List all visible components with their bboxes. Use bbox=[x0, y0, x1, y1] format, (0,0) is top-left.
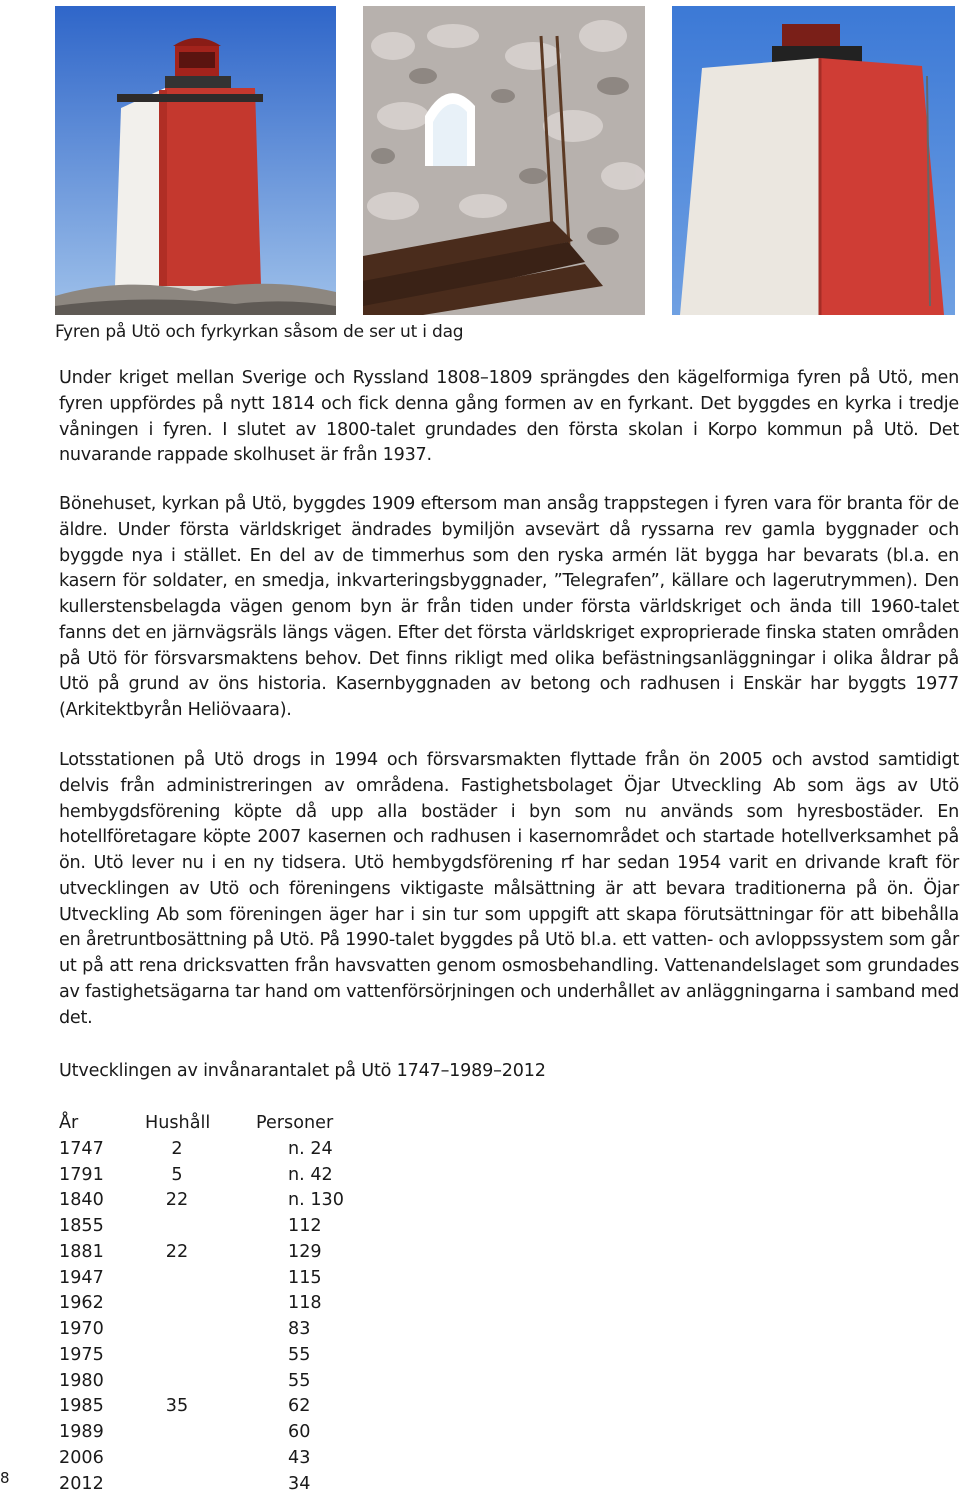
cell-year: 1747 bbox=[59, 1137, 104, 1163]
cell-year: 1980 bbox=[59, 1369, 104, 1395]
cell-households: 5 bbox=[145, 1163, 209, 1189]
cell-year: 1985 bbox=[59, 1394, 104, 1420]
cell-persons: 43 bbox=[288, 1446, 310, 1472]
cell-households: 35 bbox=[145, 1394, 209, 1420]
cell-persons: n. 130 bbox=[288, 1188, 344, 1214]
cell-persons: 129 bbox=[288, 1240, 322, 1266]
header-persons: Personer bbox=[256, 1111, 333, 1137]
lighthouse-facade-photo-icon bbox=[672, 6, 955, 315]
cell-year: 1840 bbox=[59, 1188, 104, 1214]
cell-households: 22 bbox=[145, 1188, 209, 1214]
cell-persons: 34 bbox=[288, 1472, 310, 1497]
cell-persons: 112 bbox=[288, 1214, 322, 1240]
cell-year: 1855 bbox=[59, 1214, 104, 1240]
cell-persons: 55 bbox=[288, 1343, 310, 1369]
cell-year: 2006 bbox=[59, 1446, 104, 1472]
paragraph-history: Under kriget mellan Sverige och Ryssland 1808–1809 sprängdes den kägelformiga fyren på Utö, men fyren uppfördes på nytt 1814 och fick denna gång formen av en fyrkant. Det byggdes en kyrka i tredje våningen i fyren. I slutet av 1800-talet grundades den första skolan i Korpo kommun på Utö. Det nuvarande rappade skolhuset är från 1937. bbox=[59, 366, 959, 469]
cell-year: 1962 bbox=[59, 1291, 104, 1317]
cell-households: 2 bbox=[145, 1137, 209, 1163]
lighthouse-facade-photo bbox=[672, 6, 955, 315]
paragraph-modern: Lotsstationen på Utö drogs in 1994 och försvarsmakten flyttade från ön 2005 och avstod samtidigt delvis från administreringen av områdena. Fastighetsbolaget Öjar Utveckling Ab som ägs av Utö hembygdsförening köpte då upp alla bostäder i byn som nu används som hyresbostäder. En hotellföretagare köpte 2007 kasernen och radhusen i kasernområdet och startade hotellverksamhet på ön. Utö lever nu i en ny tidsera. Utö hembygdsförening rf har sedan 1954 varit en drivande kraft för utvecklingen av Utö och föreningens viktigaste målsättning är att bevara traditionerna på ön. Öjar Utveckling Ab som föreningen äger har i sin tur som uppgift att skapa förutsättningar för att bibehålla en åretruntbosättning på Utö. På 1990-talet byggdes på Utö bl.a. ett vatten- och avloppssystem som går ut på att rena dricksvatten från havsvatten genom osmosbehandling. Vattenandelslaget som grundades av fastighetsägarna tar hand om vattenförsörjningen och underhållet av anläggningarna i samband med det. bbox=[59, 748, 959, 1031]
cell-persons: 62 bbox=[288, 1394, 310, 1420]
cell-persons: 60 bbox=[288, 1420, 310, 1446]
page-number: 8 bbox=[0, 1468, 10, 1488]
lighthouse-red-white-photo-icon bbox=[55, 6, 336, 315]
photo-caption: Fyren på Utö och fyrkyrkan såsom de ser ut i dag bbox=[55, 320, 935, 344]
cell-persons: 115 bbox=[288, 1266, 322, 1292]
table-title: Utvecklingen av invånarantalet på Utö 1747–1989–2012 bbox=[59, 1058, 546, 1084]
cell-persons: 83 bbox=[288, 1317, 310, 1343]
cell-persons: n. 24 bbox=[288, 1137, 333, 1163]
paragraph-church: Bönehuset, kyrkan på Utö, byggdes 1909 eftersom man ansåg trappstegen i fyren vara för branta för de äldre. Under första världskriget ändrades bymiljön avsevärt då ryssarna rev gamla byggnader och byggde nya i stället. En del av de timmerhus som den ryska armén lät bygga har bevarats (bl.a. en kasern för soldater, en smedja, inkvarteringsbyggnader, ”Telegrafen”, källare och lagerutrymmen). Den kullerstensbelagda vägen genom byn är från tiden under första världskriget och ända till 1960-talet fanns det en järnvägsräls längs vägen. Efter det första världskriget exproprierade finska staten områden på Utö för försvarsmaktens behov. Det finns rikligt med olika befästningsanläggningar i olika åldrar på Utö på grund av öns historia. Kasernbyggnaden av betong och radhusen i Enskär har byggts 1977 (Arkitektbyrån Heliövaara). bbox=[59, 492, 959, 724]
cell-persons: 55 bbox=[288, 1369, 310, 1395]
cell-year: 1947 bbox=[59, 1266, 104, 1292]
cell-year: 1970 bbox=[59, 1317, 104, 1343]
header-year: År bbox=[59, 1111, 78, 1137]
header-households: Hushåll bbox=[145, 1111, 209, 1137]
cell-persons: n. 42 bbox=[288, 1163, 333, 1189]
church-interior-photo bbox=[363, 6, 645, 315]
lighthouse-photo bbox=[55, 6, 336, 315]
church-interior-photo-icon bbox=[363, 6, 645, 315]
cell-year: 1989 bbox=[59, 1420, 104, 1446]
cell-year: 1881 bbox=[59, 1240, 104, 1266]
cell-persons: 118 bbox=[288, 1291, 322, 1317]
cell-year: 1791 bbox=[59, 1163, 104, 1189]
cell-households: 22 bbox=[145, 1240, 209, 1266]
cell-year: 1975 bbox=[59, 1343, 104, 1369]
cell-year: 2012 bbox=[59, 1472, 104, 1497]
